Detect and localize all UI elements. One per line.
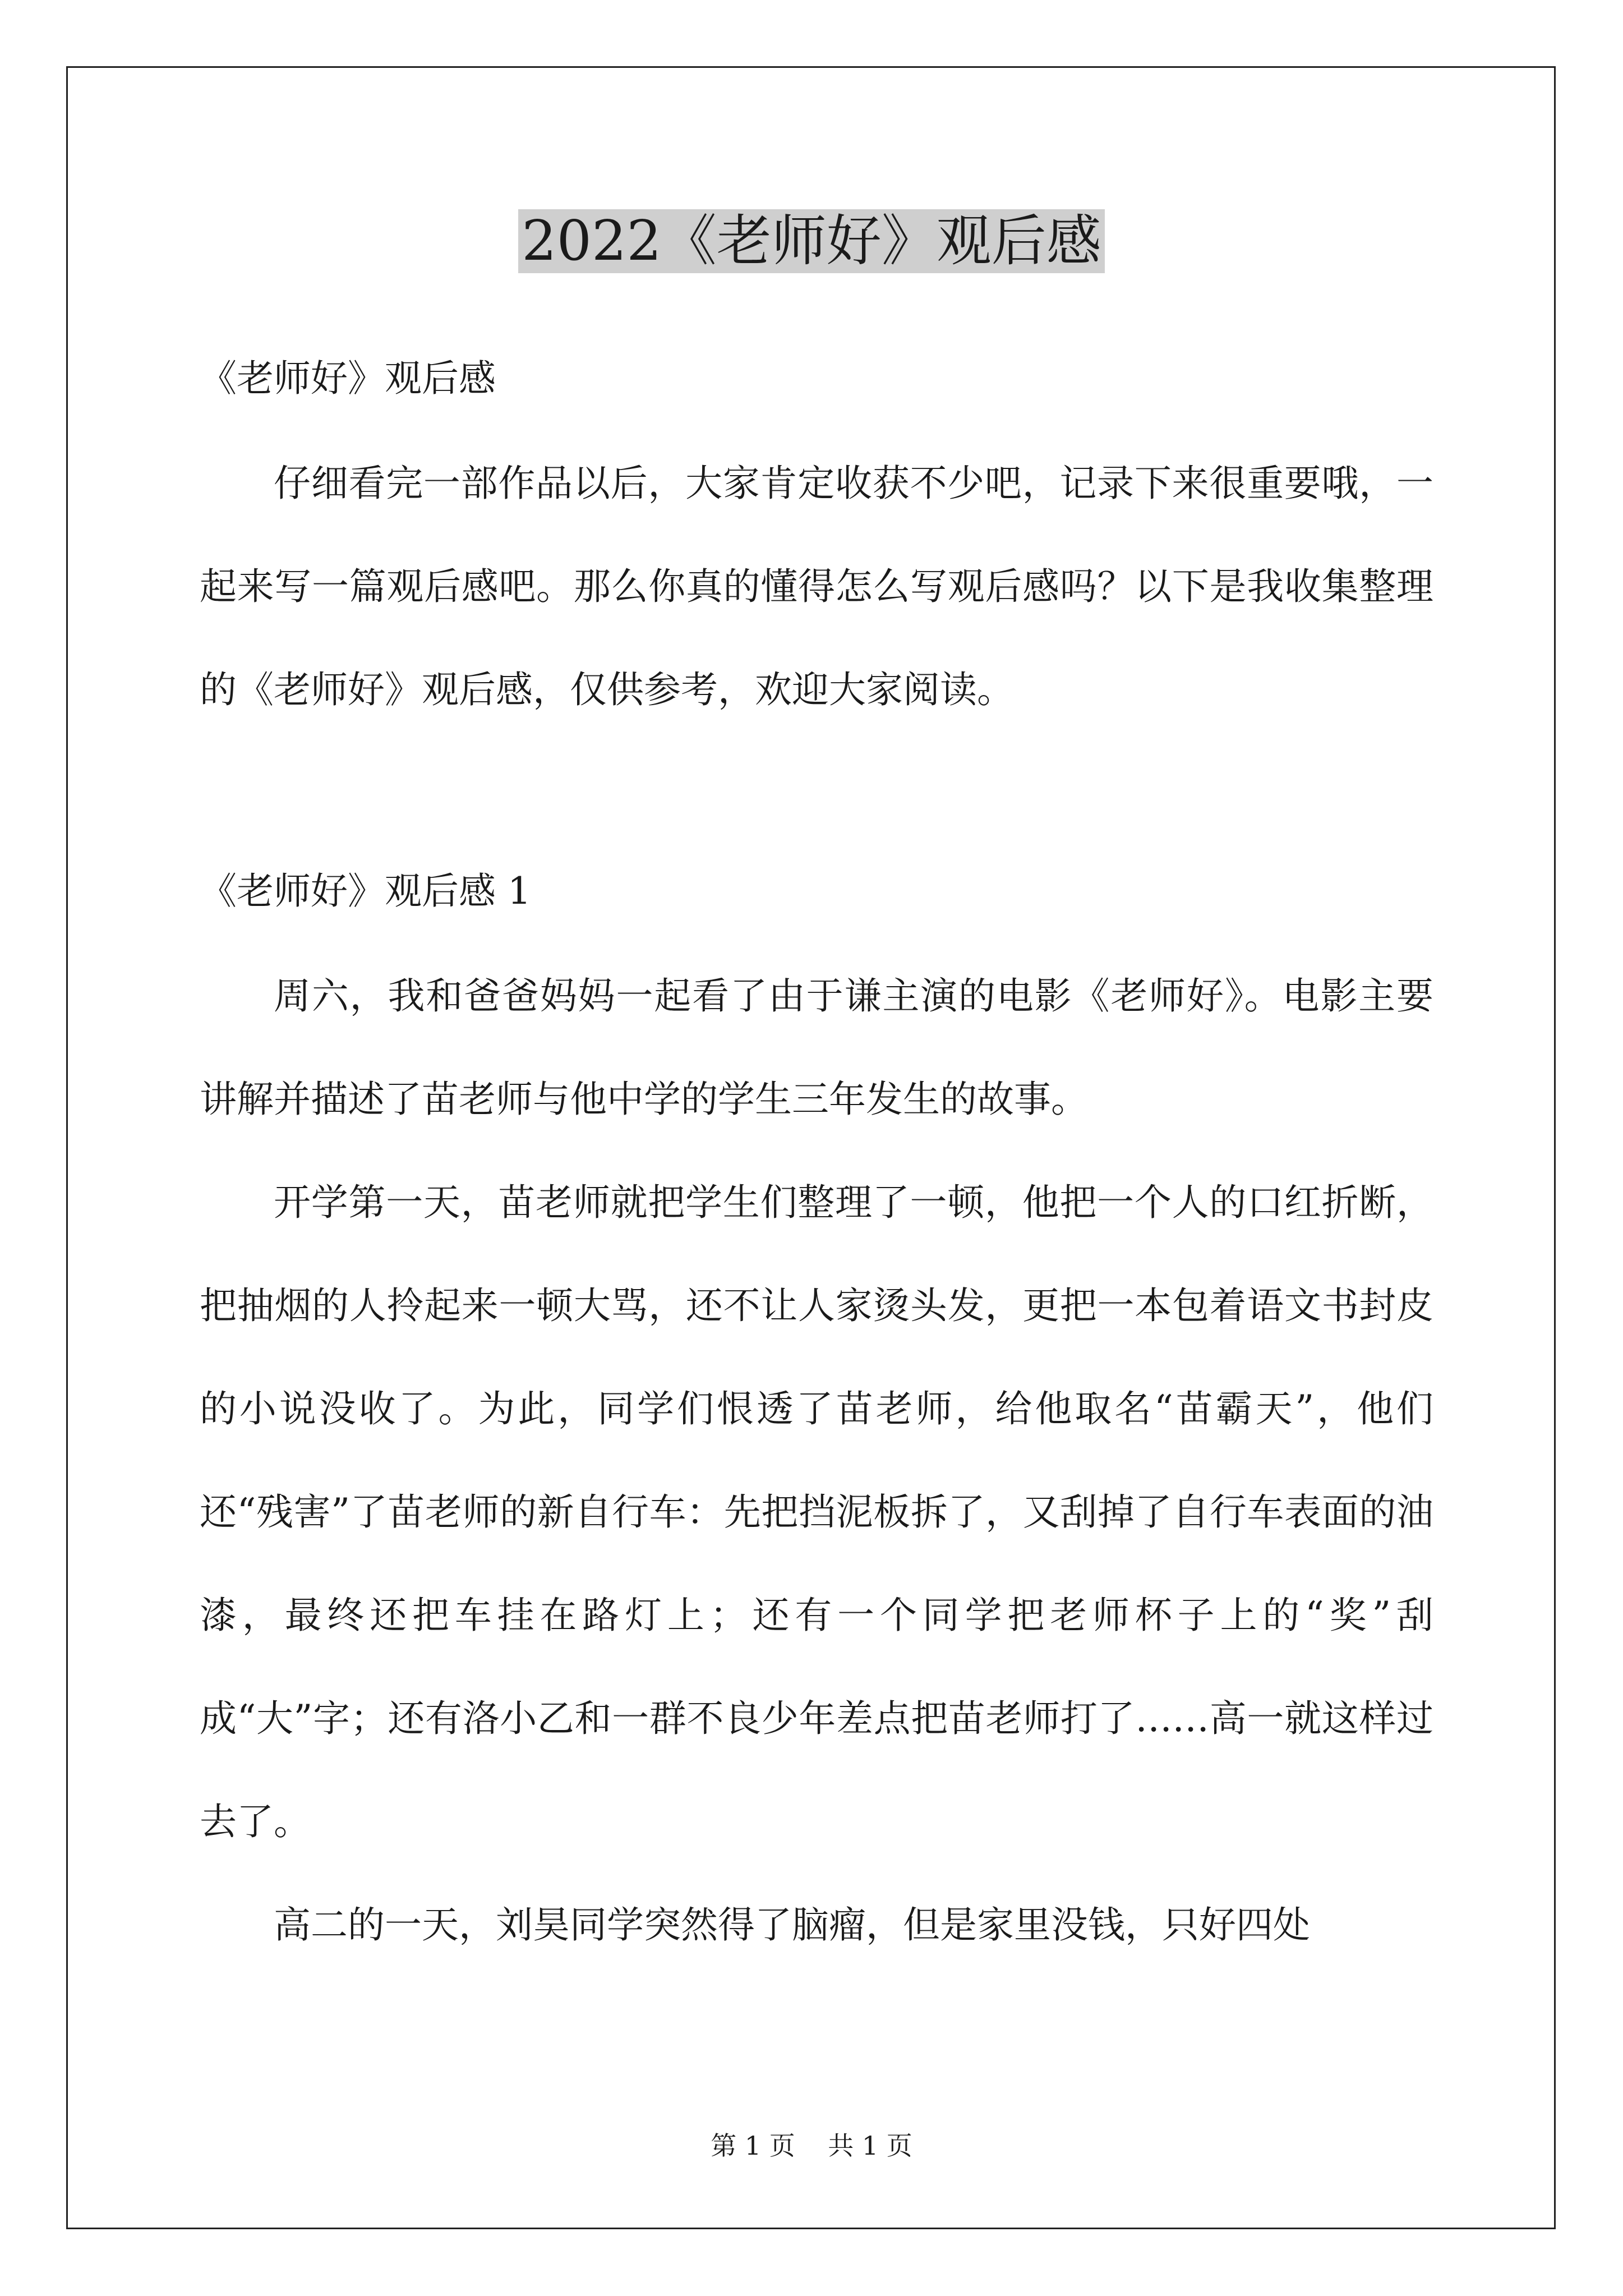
section-heading: 《老师好》观后感 1 xyxy=(200,869,531,913)
section-heading: 《老师好》观后感 xyxy=(200,357,496,400)
paragraph: 开学第一天，苗老师就把学生们整理了一顿，他把一个人的口红折断，把抽烟的人拎起来一顿大骂，还不让人家烫头发，更把一本包着语文书封皮的小说没收了。为此，同学们恨透了苗老师，给他取名“苗霸天”，他们还“残害”了苗老师的新自行车：先把挡泥板拆了，又刮掉了自行车表面的油漆，最终还把车挂在路灯上；还有一个同学把老师杯子上的“奖”刮成“大”字；还有洛小乙和一群不良少年差点把苗老师打了……高一就这样过去了。 xyxy=(200,1181,1433,1843)
paragraph: 高二的一天，刘昊同学突然得了脑瘤，但是家里没钱，只好四处 xyxy=(274,1903,1310,1947)
paragraph: 仔细看完一部作品以后，大家肯定收获不少吧，记录下来很重要哦，一起来写一篇观后感吧。那么你真的懂得怎么写观后感吗？以下是我收集整理的《老师好》观后感，仅供参考，欢迎大家阅读。 xyxy=(200,462,1433,711)
paragraph: 周六，我和爸爸妈妈一起看了由于谦主演的电影《老师好》。电影主要讲解并描述了苗老师与他中学的学生三年发生的故事。 xyxy=(200,974,1433,1121)
page-footer: 第 1 页 共 1 页 xyxy=(711,2131,912,2161)
document-title-text: 2022《老师好》观后感 xyxy=(518,209,1104,273)
document-body xyxy=(200,325,1433,1977)
document-title xyxy=(0,199,1623,283)
